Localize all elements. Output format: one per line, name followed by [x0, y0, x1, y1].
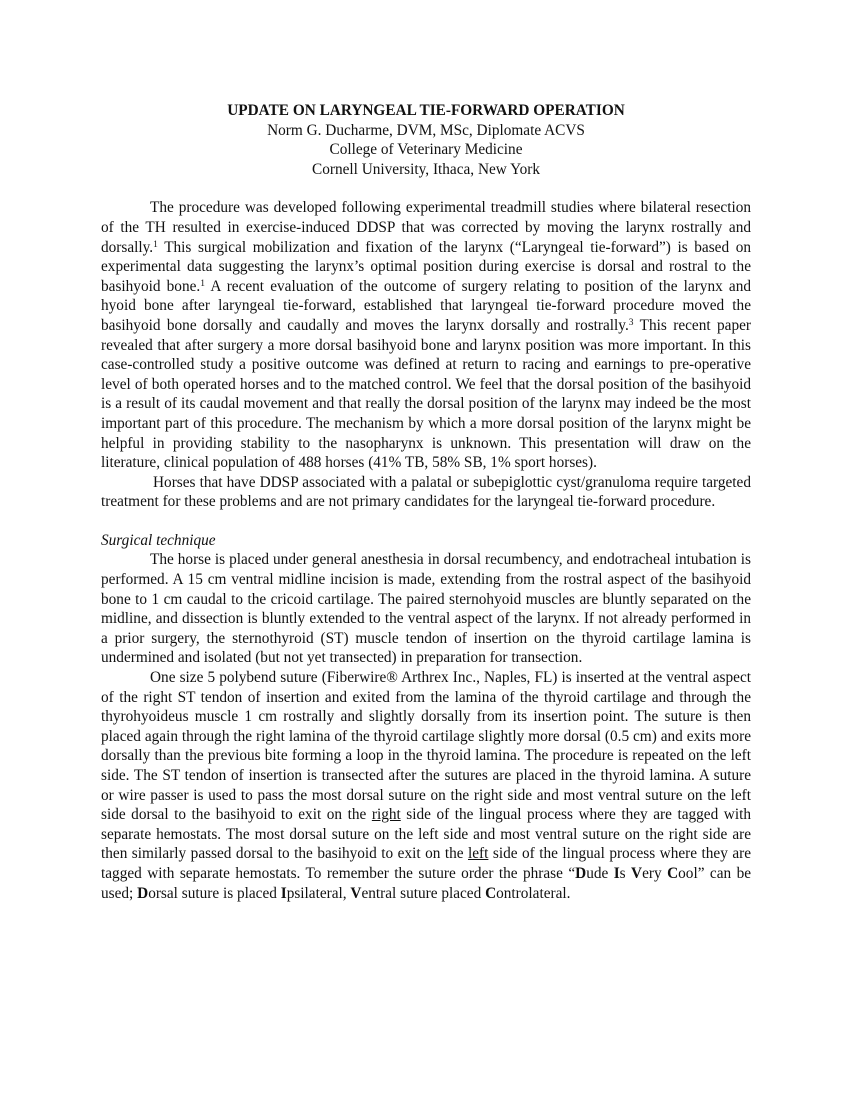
- mnemonic-letter: V: [631, 864, 643, 882]
- section-spacer: [101, 512, 751, 531]
- document-page: [101, 101, 751, 903]
- mnemonic-text: entral suture placed: [361, 884, 486, 902]
- intro-text-a: The procedure was developed following experimental treadmill studies where bilateral resection of the TH resulted in exercise-induced DDSP that was corrected by moving the larynx rostrally and dorsally.: [101, 199, 751, 256]
- college-line: College of Veterinary Medicine: [329, 141, 523, 159]
- intro-paragraph-1: [101, 198, 751, 472]
- university-line: Cornell University, Ithaca, New York: [312, 160, 540, 178]
- paper-header: [101, 101, 751, 179]
- mnemonic-text: orsal suture is placed: [148, 884, 281, 902]
- surgical-paragraph-2: [101, 668, 751, 903]
- citation-ref: 1: [153, 239, 158, 250]
- underlined-left: left: [468, 845, 489, 863]
- mnemonic-letter: I: [280, 884, 287, 902]
- intro-text-d: This recent paper revealed that after surgery a more dorsal basihyoid bone and larynx position was more important. In this case-controlled study a positive outcome was defined at return to racing and earnings to pre-operative level of both operated horses and to the matched control. We feel that the dorsal position of the basihyoid is a result of its caudal movement and that really the dorsal position of the larynx may indeed be the most important part of this procedure. The mechanism by which a more dorsal position of the larynx might be helpful in providing stability to the nasopharynx is unknown. This presentation will draw on the literature, clinical population of 488 horses (41% TB, 58% SB, 1% sport horses).: [101, 316, 751, 472]
- mnemonic-letter: V: [350, 884, 362, 902]
- citation-ref: 3: [628, 317, 634, 328]
- surgical-text-c: side of the lingual process where they are tagged with separate hemostats. To remember the suture order the phrase “: [101, 845, 751, 882]
- mnemonic-letter: C: [485, 884, 497, 902]
- underlined-right: right: [371, 806, 401, 824]
- mnemonic-letter: C: [667, 864, 679, 882]
- intro-paragraph-2: Horses that have DDSP associated with a palatal or subepiglottic cyst/granuloma require targeted treatment for these problems and are not primary candidates for the laryngeal tie-forward procedure.: [101, 473, 751, 511]
- intro-text-b: This surgical mobilization and fixation of the larynx (“Laryngeal tie-forward”) is based on experimental data suggesting the larynx’s optimal position during exercise is dorsal and rostral to the basihyoid bone.: [101, 238, 751, 295]
- surgical-text-b: side of the lingual process where they are tagged with separate hemostats. The most dorsal suture on the left side and most ventral suture on the right side are then similarly passed dorsal to the basihyoid to exit on the: [101, 806, 751, 863]
- mnemonic-text: ool” can be used;: [101, 864, 752, 902]
- mnemonic-letter: I: [613, 864, 620, 882]
- mnemonic-letter: D: [575, 864, 587, 882]
- mnemonic-text: s: [619, 864, 632, 882]
- paper-title: UPDATE ON LARYNGEAL TIE-FORWARD OPERATION: [227, 102, 625, 119]
- mnemonic-text: psilateral,: [286, 884, 351, 902]
- mnemonic-text: ontrolateral.: [496, 884, 571, 902]
- author-line: Norm G. Ducharme, DVM, MSc, Diplomate ACVS: [267, 121, 585, 139]
- mnemonic-letter: D: [137, 884, 149, 902]
- citation-ref: 1: [200, 278, 205, 289]
- section-heading: Surgical technique: [101, 531, 216, 549]
- surgical-text-a: One size 5 polybend suture (Fiberwire® Arthrex Inc., Naples, FL) is inserted at the ventral aspect of the right ST tendon of insertion and exited from the lamina of the thyroid cartilage and through the thyrohyoideus muscle 1 cm rostrally and slightly dorsally from its insertion point. The suture is then placed again through the right lamina of the thyroid cartilage slightly more dorsal (0.5 cm) and exits more dorsally than the previous bite forming a loop in the thyroid lamina. The procedure is repeated on the left side. The ST tendon of insertion is transected after the sutures are placed in the thyroid lamina. A suture or wire passer is used to pass the most dorsal suture on the right side and most ventral suture on the left side dorsal to the basihyoid to exit on the: [101, 669, 751, 824]
- surgical-paragraph-1: The horse is placed under general anesthesia in dorsal recumbency, and endotracheal intubation is performed. A 15 cm ventral midline incision is made, extending from the rostral aspect of the basihyoid bone to 1 cm caudal to the cricoid cartilage. The paired sternohyoid muscles are bluntly separated on the midline, and dissection is bluntly extended to the ventral aspect of the larynx. If not already performed in a prior surgery, the sternothyroid (ST) muscle tendon of insertion on the thyroid cartilage lamina is undermined and isolated (but not yet transected) in preparation for transection.: [101, 551, 751, 667]
- intro-text-c: A recent evaluation of the outcome of surgery relating to position of the larynx and hyoid bone after laryngeal tie-forward, established that laryngeal tie-forward procedure moved the basihyoid bone dorsally and caudally and moves the larynx dorsally and rostrally.: [101, 277, 752, 334]
- mnemonic-text: ude: [586, 864, 614, 882]
- mnemonic-text: ery: [642, 864, 662, 882]
